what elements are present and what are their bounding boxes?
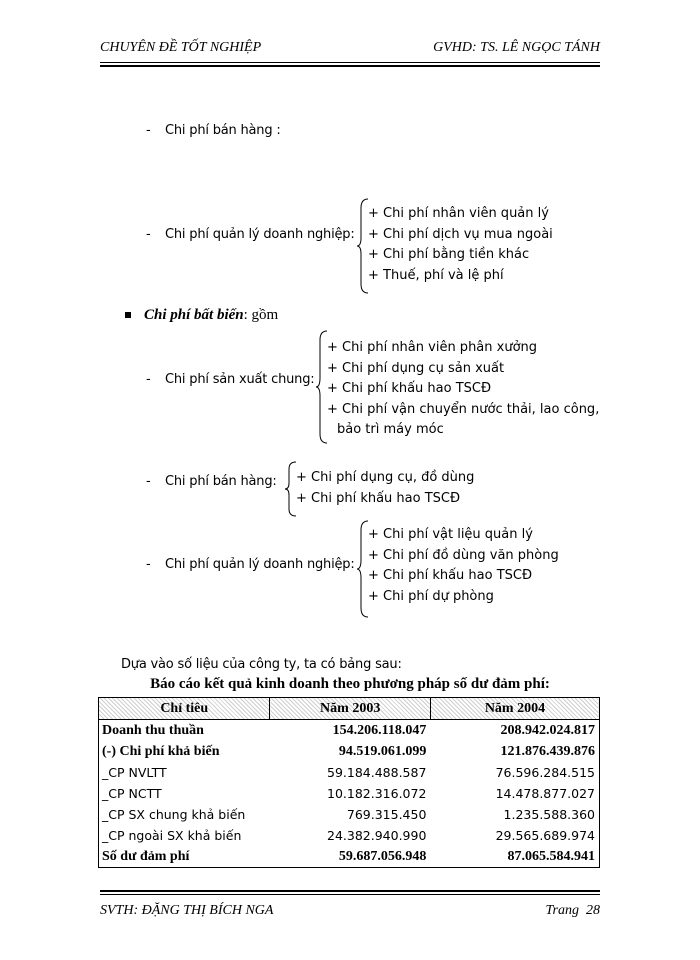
- header-right: GVHD: TS. LÊ NGỌC TÁNH: [433, 40, 600, 55]
- list-item: + Chi phí dự phòng: [368, 588, 494, 604]
- table-row: [99, 783, 600, 804]
- row-label: _CP NCTT: [102, 786, 162, 801]
- header-left: CHUYÊN ĐỀ TỐT NGHIỆP: [100, 40, 262, 55]
- list-item: + Chi phí đồ dùng văn phòng: [368, 547, 559, 563]
- value-2004: 121.876.439.876: [500, 743, 595, 759]
- table-row: [99, 762, 600, 783]
- list-item: + Chi phí dụng cụ, đồ dùng: [296, 470, 475, 485]
- variable-admin-cost-list: [368, 204, 553, 286]
- fixed-cost-heading-bold: Chi phí bất biến: [144, 307, 244, 323]
- header-rule-bottom: [100, 65, 600, 67]
- column-header: Năm 2004: [430, 698, 599, 720]
- value-2004: 208.942.024.817: [500, 722, 595, 738]
- fixed-selling-cost-list: [296, 468, 474, 509]
- row-label: Số dư đảm phí: [102, 848, 190, 864]
- dash-1: -: [146, 123, 151, 138]
- page-number-value: 28: [586, 903, 600, 918]
- row-label: _CP SX chung khả biến: [102, 807, 246, 822]
- value-2004: 87.065.584.941: [507, 848, 595, 864]
- row-label: (-) Chi phí khả biến: [102, 743, 220, 759]
- page-label: Trang: [545, 903, 579, 918]
- value-2003: 59.184.488.587: [327, 765, 427, 780]
- report-table: [98, 697, 600, 868]
- dash-2: -: [146, 227, 151, 242]
- list-item: + Chi phí vật liệu quản lý: [368, 527, 533, 542]
- row-label: _CP NVLTT: [102, 765, 167, 780]
- row-label: _CP ngoài SX khả biến: [102, 828, 242, 843]
- production-overhead-list: [327, 338, 599, 441]
- variable-admin-cost-label: Chi phí quản lý doanh nghiệp:: [165, 227, 355, 242]
- fixed-admin-cost-label: Chi phí quản lý doanh nghiệp:: [165, 557, 355, 572]
- value-2003: 59.687.056.948: [338, 848, 427, 864]
- value-2003: 24.382.940.990: [327, 828, 427, 843]
- fixed-admin-cost-list: [368, 525, 559, 607]
- value-2004: 1.235.588.360: [503, 807, 595, 822]
- table-row: [99, 846, 600, 868]
- dash-3: -: [146, 372, 151, 387]
- header-rule-top: [100, 62, 600, 63]
- value-2003: 94.519.061.099: [338, 743, 427, 759]
- value-2003: 769.315.450: [346, 807, 427, 822]
- intro-text: Dựa vào số liệu của công ty, ta có bảng sau:: [121, 657, 402, 672]
- list-item: + Chi phí khấu hao TSCĐ: [327, 381, 492, 396]
- value-2004: 14.478.877.027: [495, 786, 595, 801]
- fixed-cost-heading: [144, 307, 278, 324]
- variable-selling-cost-label: Chi phí bán hàng :: [165, 123, 281, 138]
- list-item: + Chi phí nhân viên quản lý: [368, 206, 549, 221]
- production-overhead-label: Chi phí sản xuất chung:: [165, 372, 315, 387]
- row-label: Doanh thu thuần: [102, 722, 204, 738]
- dash-5: -: [146, 557, 151, 572]
- value-2003: 10.182.316.072: [327, 786, 427, 801]
- column-header: Năm 2003: [270, 698, 430, 720]
- list-item: + Chi phí dụng cụ sản xuất: [327, 360, 505, 376]
- table-row: [99, 804, 600, 825]
- bullet-icon: [125, 312, 131, 318]
- column-header: Chỉ tiêu: [99, 698, 270, 720]
- table-row: [99, 741, 600, 762]
- list-item: + Chi phí vận chuyển nước thải, lao công,: [327, 401, 600, 417]
- report-title: Báo cáo kết quả kinh doanh theo phương pháp số dư đảm phí:: [150, 676, 550, 692]
- value-2004: 29.565.689.974: [495, 828, 595, 843]
- table-header-row: [99, 698, 600, 720]
- fixed-cost-heading-rest: : gồm: [243, 307, 279, 323]
- fixed-selling-cost-label: Chi phí bán hàng:: [165, 474, 277, 489]
- table-row: [99, 720, 600, 742]
- list-item: bảo trì máy móc: [337, 422, 444, 437]
- footer-rule-top: [100, 890, 600, 892]
- value-2003: 154.206.118.047: [332, 722, 427, 738]
- footer-author: SVTH: ĐẶNG THỊ BÍCH NGA: [100, 903, 274, 918]
- footer-rule-bottom: [100, 894, 600, 895]
- dash-4: -: [146, 474, 151, 489]
- list-item: + Thuế, phí và lệ phí: [368, 267, 504, 283]
- value-2004: 76.596.284.515: [495, 765, 595, 780]
- list-item: + Chi phí dịch vụ mua ngoài: [368, 226, 553, 242]
- page-number: [546, 903, 600, 919]
- list-item: + Chi phí khấu hao TSCĐ: [368, 568, 533, 583]
- table-row: [99, 825, 600, 846]
- list-item: + Chi phí khấu hao TSCĐ: [296, 490, 461, 506]
- list-item: + Chi phí nhân viên phân xưởng: [327, 340, 538, 355]
- list-item: + Chi phí bằng tiền khác: [368, 247, 530, 262]
